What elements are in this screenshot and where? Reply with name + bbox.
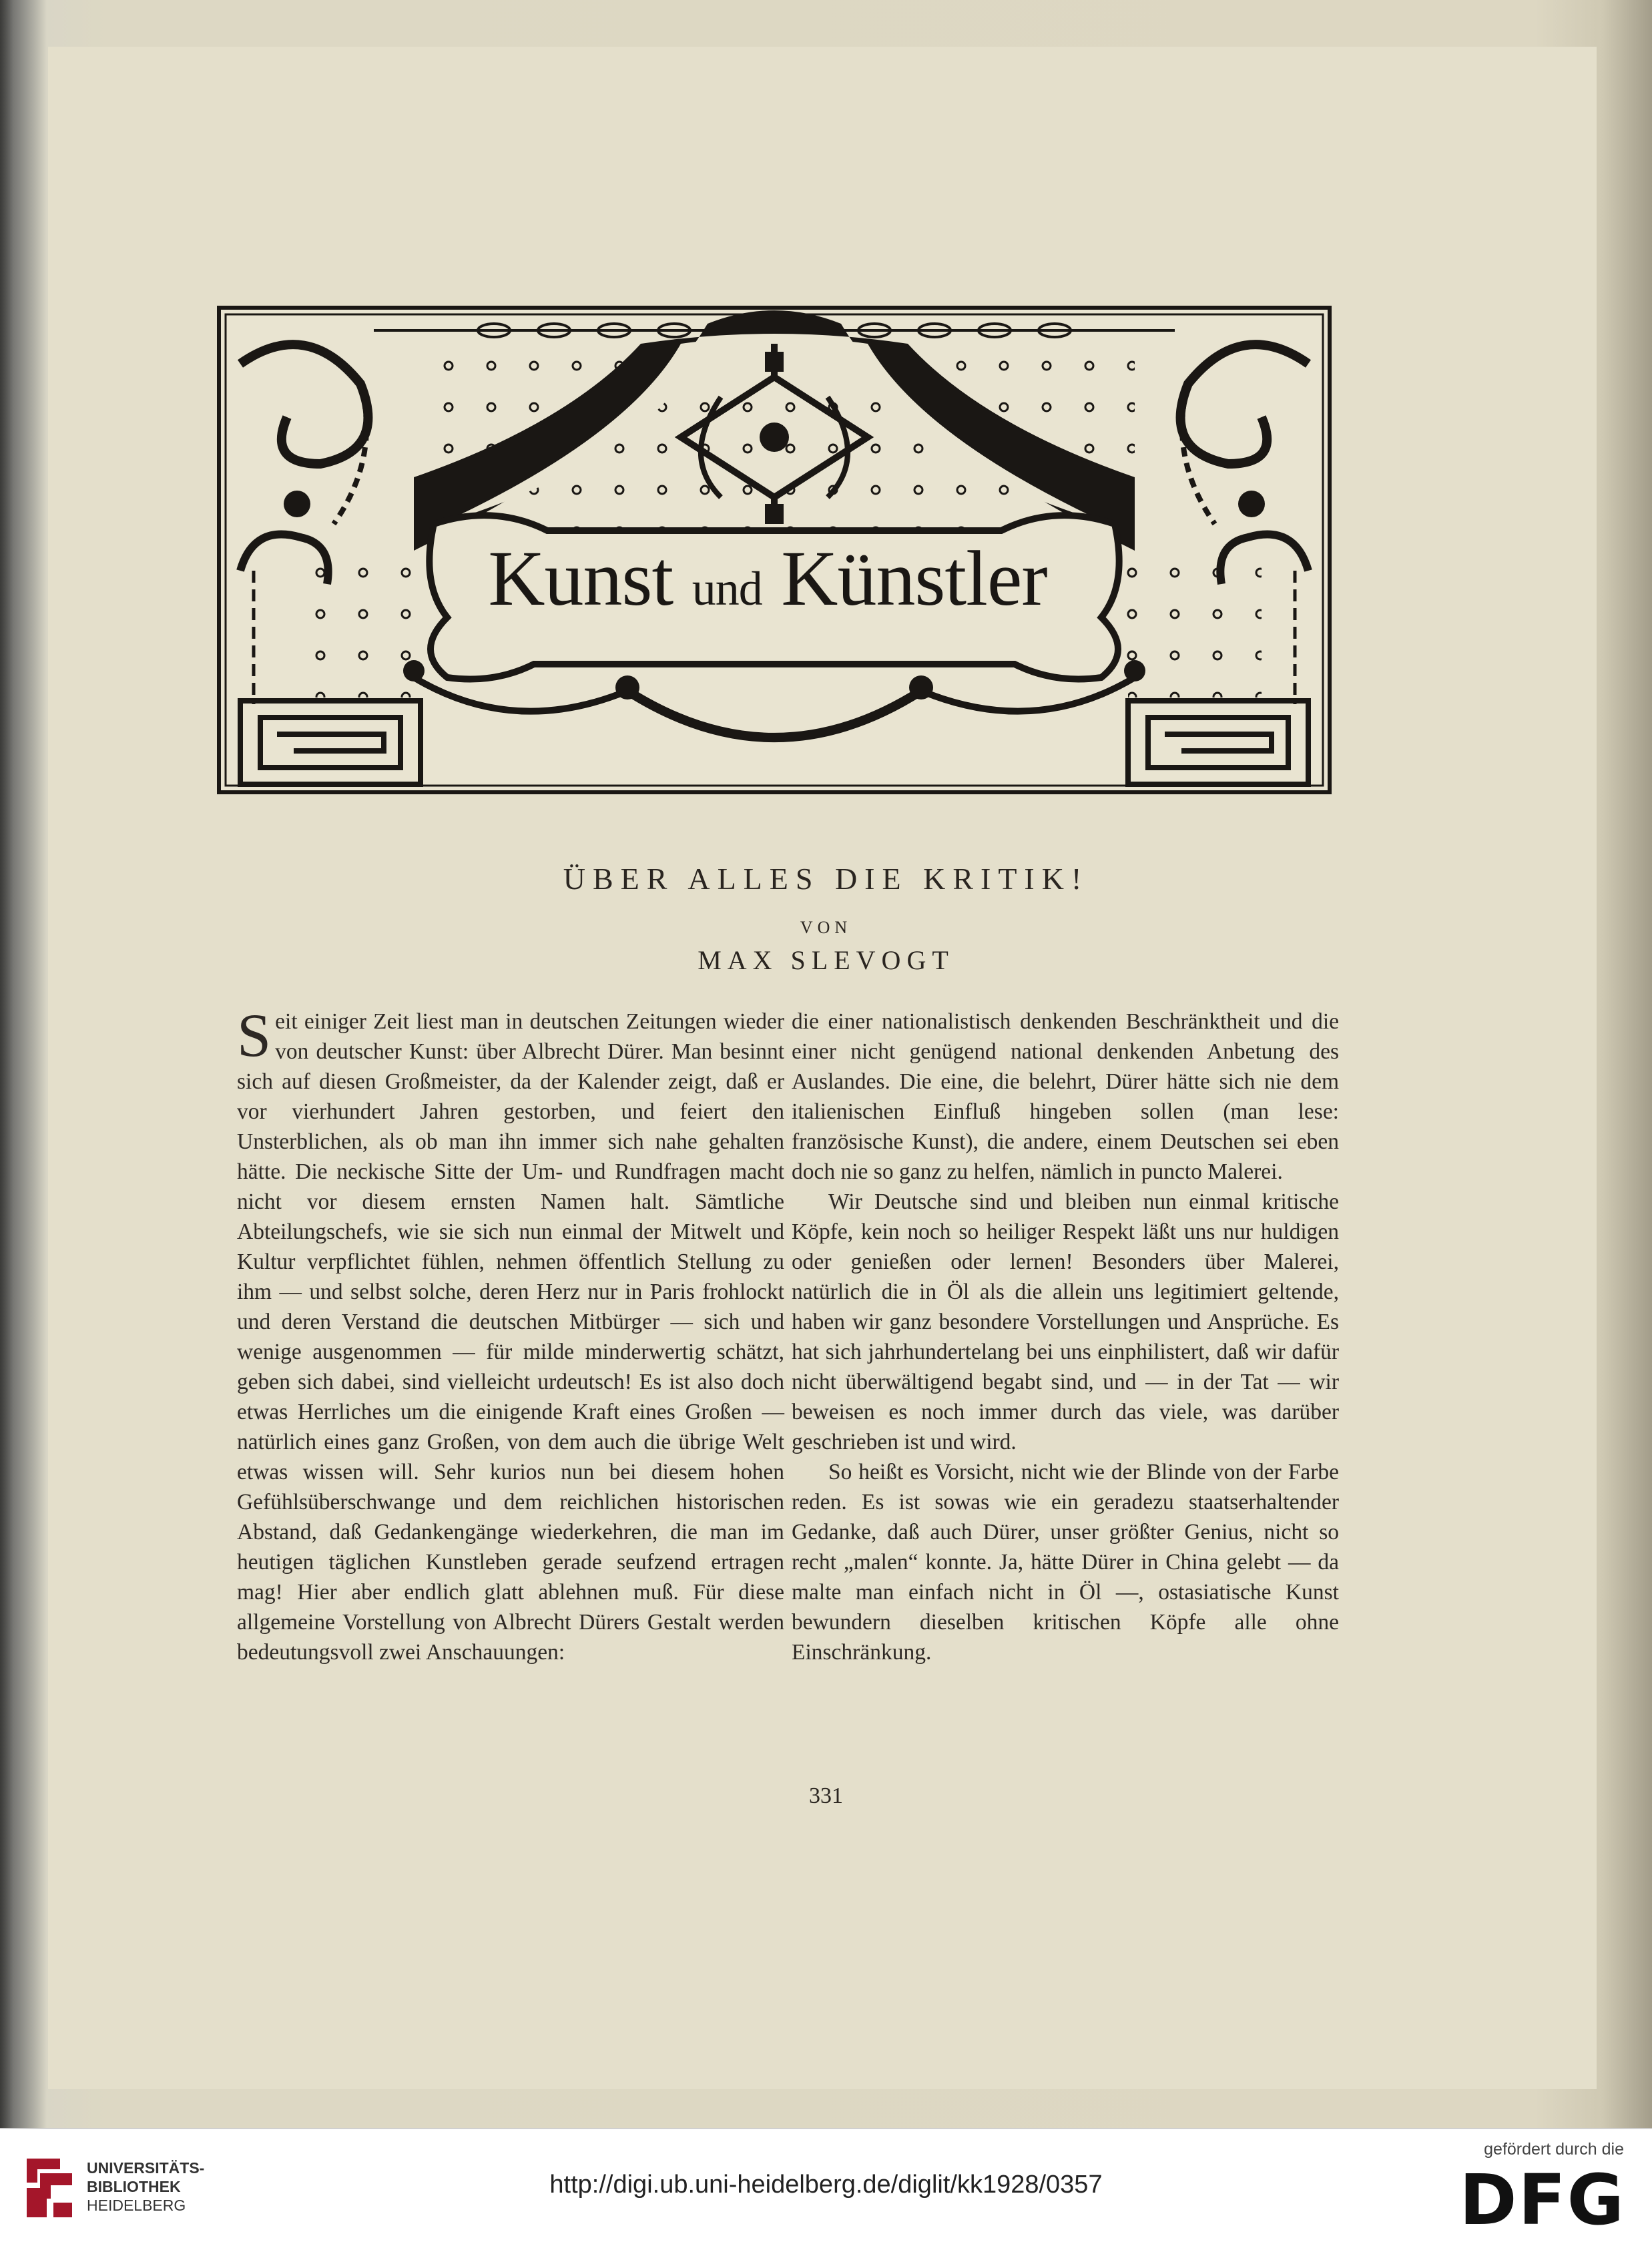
permalink-url[interactable]: http://digi.ub.uni-heidelberg.de/diglit/kk1928/0357 — [549, 2171, 1103, 2199]
right-column — [792, 1007, 1339, 1667]
left-column-paragraph — [237, 1001, 784, 1667]
header-title-kunst: Kunst — [488, 535, 673, 622]
header-title-kuenstler: Künstler — [781, 535, 1047, 622]
header-title — [461, 535, 1075, 622]
library-name-line1: UNIVERSITÄTS- — [87, 2159, 205, 2177]
header-title-und: und — [692, 562, 762, 615]
left-column — [237, 1001, 784, 1667]
page-number: 331 — [809, 1783, 843, 1808]
right-column-paragraph: Wir Deutsche sind und bleiben nun einmal kritische Köpfe, kein noch so heiliger Respekt läßt uns nur huldigen oder genießen oder lernen! Besonders über Malerei, natürlich die in Öl als die allein uns legitimiert geltende, haben wir ganz besondere Vorstellungen und Ansprüche. Es hat sich jahrhundertelang bei uns einphilistert, daß wir dafür nicht überwältigend begabt sind, und — in der Tat — wir beweisen es noch immer durch das viele, was darüber geschrieben ist und wird. — [792, 1189, 1339, 1454]
footer-bar — [0, 2128, 1652, 2244]
article-byline-von: VON — [800, 918, 852, 937]
left-column-paragraph-text: eit einiger Zeit liest man in deutschen Zeitungen wieder von deutscher Kunst: über Albrecht Dürer. Man besinnt sich auf diesen Großmeister, da der Kalender zeigt, daß er vor vierhundert Jahren gestorben, und feiert den Unsterblichen, als ob man ihn immer sich nahe gehalten hätte. Die neckische Sitte der Um- und Rundfragen macht nicht vor diesem ernsten Namen halt. Sämtliche Abteilungschefs, wie sie sich nun einmal der Mitwelt und Kultur verpflichtet fühlen, nehmen öffentlich Stellung zu ihm — und selbst solche, deren Herz nur in Paris frohlockt und deren Verstand die deutschen Mitbürger — sich und wenige ausgenommen — für milde minderwertig schätzt, geben sich dabei, sind vielleicht urdeutsch! Es ist also doch etwas Herrliches um die einigende Kraft eines Großen — natürlich eines ganz Großen, von dem auch die übrige Welt etwas wissen will. Sehr kurios nun bei diesem hohen Gefühlsüberschwange und dem reichlichen historischen Abstand, daß Gedankengänge wiederkehren, die man im heutigen täglichen Kunstleben gerade seufzend ertragen mag! Hier aber endlich glatt ablehnen muß. Für diese allgemeine Vorstellung von Albrecht Dürers Gestalt werden bedeutungsvoll zwei Anschauungen: — [237, 1009, 784, 1665]
funding-caption: gefördert durch die — [1484, 2140, 1624, 2159]
dfg-logo[interactable]: DFG — [1459, 2159, 1625, 2241]
right-column-paragraph: die einer nationalistisch denkenden Beschränktheit und die einer nicht genügend national denkenden Anbetung des Auslandes. Die eine, die belehrt, Dürer hätte sich nie dem italienischen Einfluß hingeben sollen (man lese: französische Kunst), die andere, einem Deutschen sei eben doch nie so ganz zu helfen, nämlich in puncto Malerei. — [792, 1009, 1339, 1184]
library-name-line2: BIBLIOTHEK — [87, 2178, 181, 2195]
right-column-paragraph: So heißt es Vorsicht, nicht wie der Blinde von der Farbe reden. Es ist sowas wie ein geradezu staatserhaltender Gedanke, daß auch Dürer, unser größter Genius, nicht so recht „malen“ konnte. Ja, hätte Dürer in China gelebt — da malte man einfach nicht in Öl —, ostasiatische Kunst bewundern dieselben kritischen Köpfe alle ohne Einschränkung. — [792, 1460, 1339, 1665]
drop-cap: S — [237, 1001, 272, 1069]
article-author: MAX SLEVOGT — [698, 945, 954, 975]
article-title: ÜBER ALLES DIE KRITIK! — [563, 862, 1089, 896]
library-name-line3: HEIDELBERG — [87, 2197, 186, 2214]
